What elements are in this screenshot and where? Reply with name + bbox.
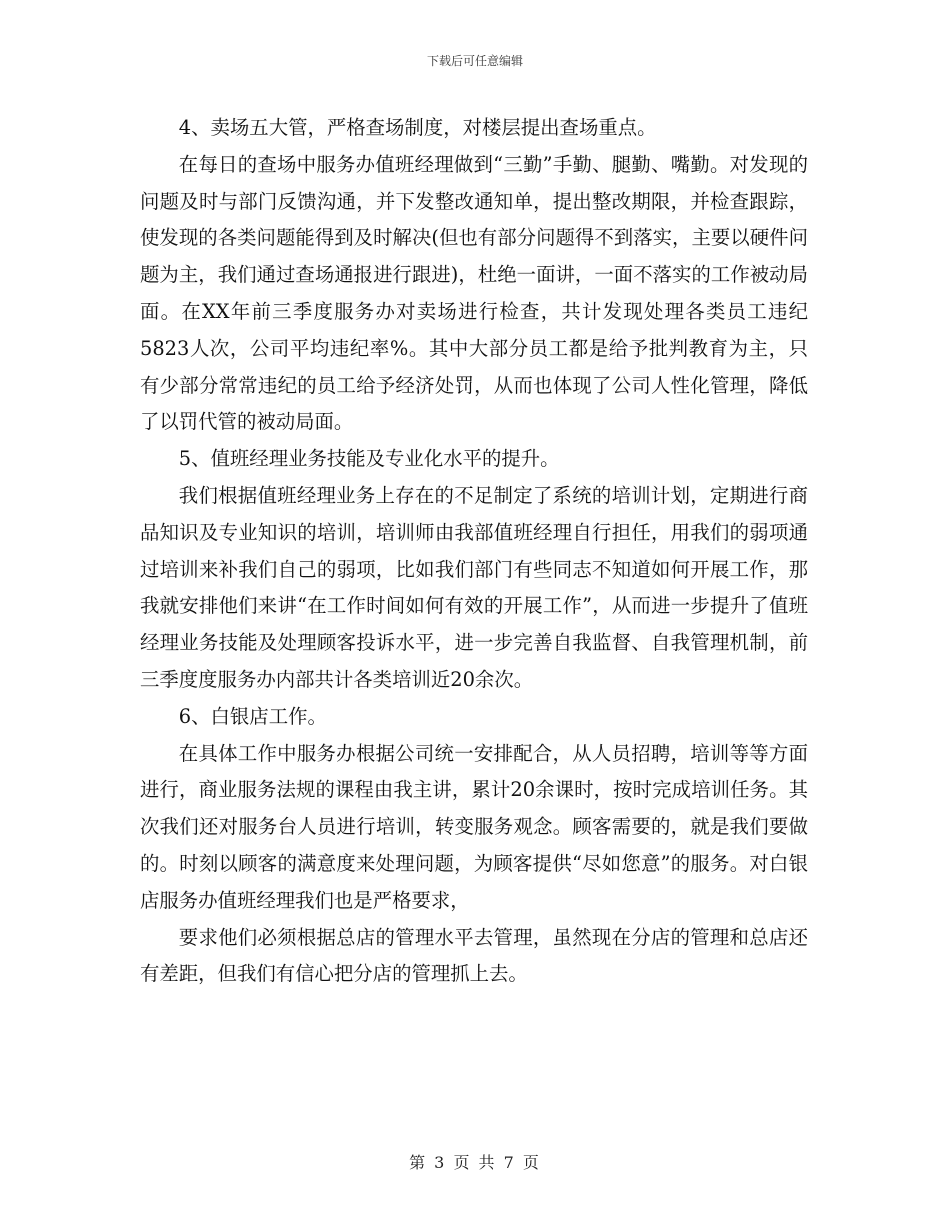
heading-item-5: 5、值班经理业务技能及专业化水平的提升。 [178, 447, 560, 471]
document-body [140, 110, 808, 993]
paragraph-branch-management: 要求他们必须根据总店的管理水平去管理，虽然现在分店的管理和总店还有差距，但我们有信心把分店的管理抓上去。 [140, 925, 808, 986]
page-header: 下载后可任意编辑 [426, 54, 523, 68]
paragraph-baiyin-store: 在具体工作中服务办根据公司统一安排配合，从人员招聘，培训等等方面进行，商业服务法规的课程由我主讲，累计20余课时，按时完成培训任务。其次我们还对服务台人员进行培训，转变服务观念。顾客需要的，就是我们要做的。时刻以顾客的满意度来处理问题，为顾客提供“尽如您意”的服务。对白银店服务办值班经理我们也是严格要求， [140, 741, 808, 912]
paragraph-training: 我们根据值班经理业务上存在的不足制定了系统的培训计划，定期进行商品知识及专业知识的培训，培训师由我部值班经理自行担任，用我们的弱项通过培训来补我们自己的弱项，比如我们部门有些同志不知道如何开展工作，那我就安排他们来讲“在工作时间如何有效的开展工作”，从而进一步提升了值班经理业务技能及处理顾客投诉水平，进一步完善自我监督、自我管理机制，前三季度度服务办内部共计各类培训近20余次。 [140, 483, 808, 691]
paragraph-inspection: 在每日的查场中服务办值班经理做到“三勤”手勤、腿勤、嘴勤。对发现的问题及时与部门反馈沟通，并下发整改通知单，提出整改期限，并检查跟踪，使发现的各类问题能得到及时解决(但也有部分问题得不到落实，主要以硬件问题为主，我们通过查场通报进行跟进)，杜绝一面讲，一面不落实的工作被动局面。在XX年前三季度服务办对卖场进行检查，共计发现处理各类员工违纪5823人次，公司平均违纪率%。其中大部分员工都是给予批判教育为主，只有少部分常常违纪的员工给予经济处罚，从而也体现了公司人性化管理，降低了以罚代管的被动局面。 [140, 152, 808, 434]
heading-item-4: 4、卖场五大管，严格查场制度，对楼层提出查场重点。 [178, 116, 657, 139]
heading-item-6: 6、白银店工作。 [178, 704, 327, 728]
page-number: 第 3 页 共 7 页 [409, 1153, 541, 1172]
